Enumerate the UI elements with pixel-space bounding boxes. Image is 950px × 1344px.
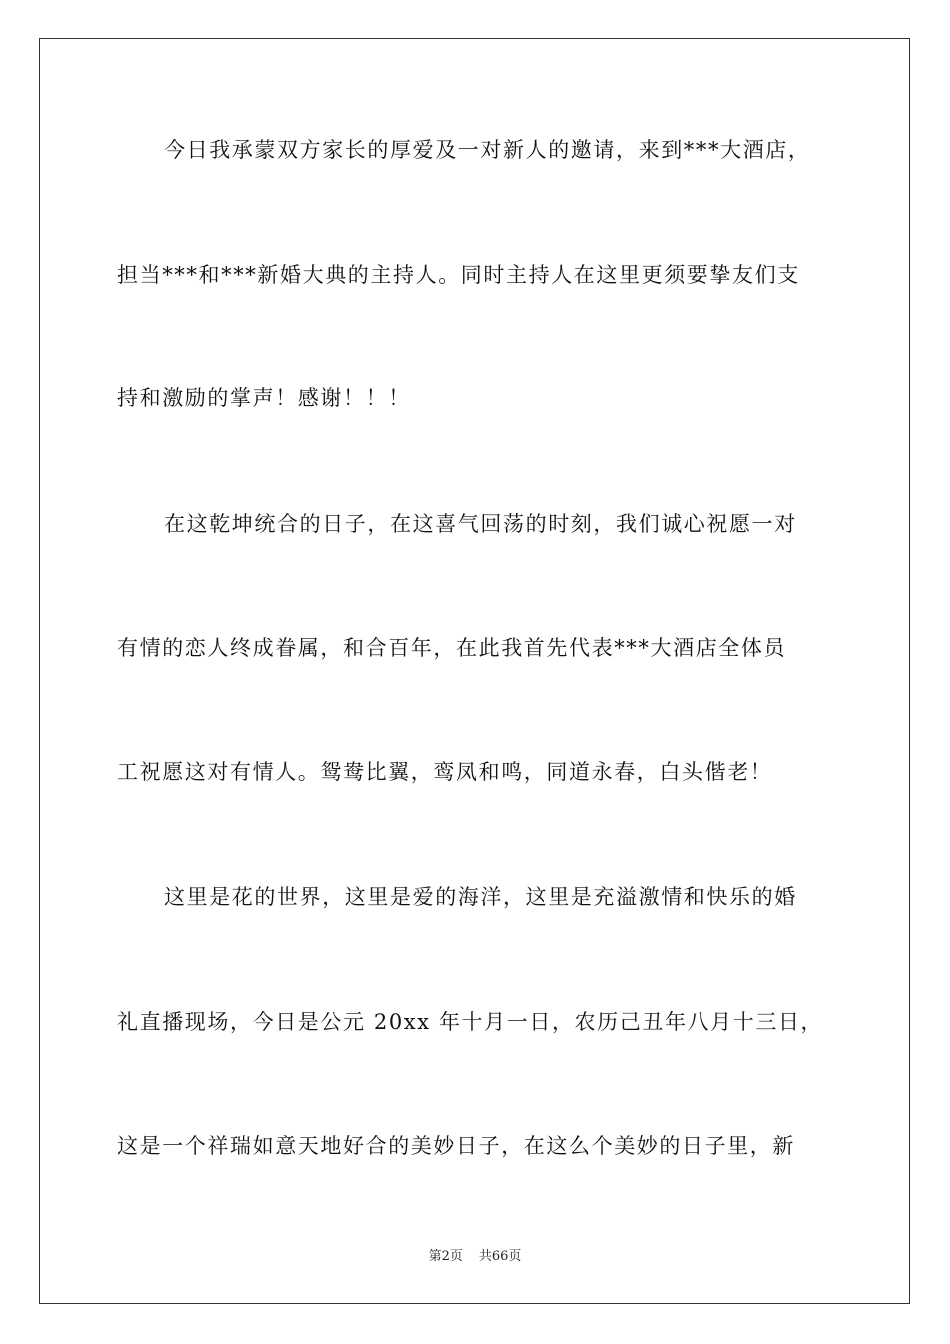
page-number: 第2页 <box>428 1249 463 1264</box>
page-frame <box>39 38 910 1304</box>
paragraph-3-line-3: 这是一个祥瑞如意天地好合的美妙日子，在这么个美妙的日子里，新 <box>117 1134 795 1158</box>
paragraph-3-line-2: 礼直播现场，今日是公元 20xx 年十月一日，农历己丑年八月十三日， <box>117 1010 824 1034</box>
paragraph-2-line-3: 工祝愿这对有情人。鸳鸯比翼，鸾凤和鸣，同道永春，白头偕老！ <box>117 760 773 784</box>
paragraph-2-line-1: 在这乾坤统合的日子，在这喜气回荡的时刻，我们诚心祝愿一对 <box>164 512 797 536</box>
paragraph-1-line-3: 持和激励的掌声！感谢！！！ <box>117 386 411 410</box>
page-total: 共66页 <box>478 1249 522 1264</box>
paragraph-1-line-1: 今日我承蒙双方家长的厚爱及一对新人的邀请，来到***大酒店， <box>164 138 811 162</box>
page-footer <box>0 1248 950 1266</box>
paragraph-3-line-1: 这里是花的世界，这里是爱的海洋，这里是充溢激情和快乐的婚 <box>164 885 797 909</box>
paragraph-1-line-2: 担当***和***新婚大典的主持人。同时主持人在这里更须要挚友们支 <box>117 263 800 287</box>
paragraph-2-line-2: 有情的恋人终成眷属，和合百年，在此我首先代表***大酒店全体员 <box>117 636 787 660</box>
